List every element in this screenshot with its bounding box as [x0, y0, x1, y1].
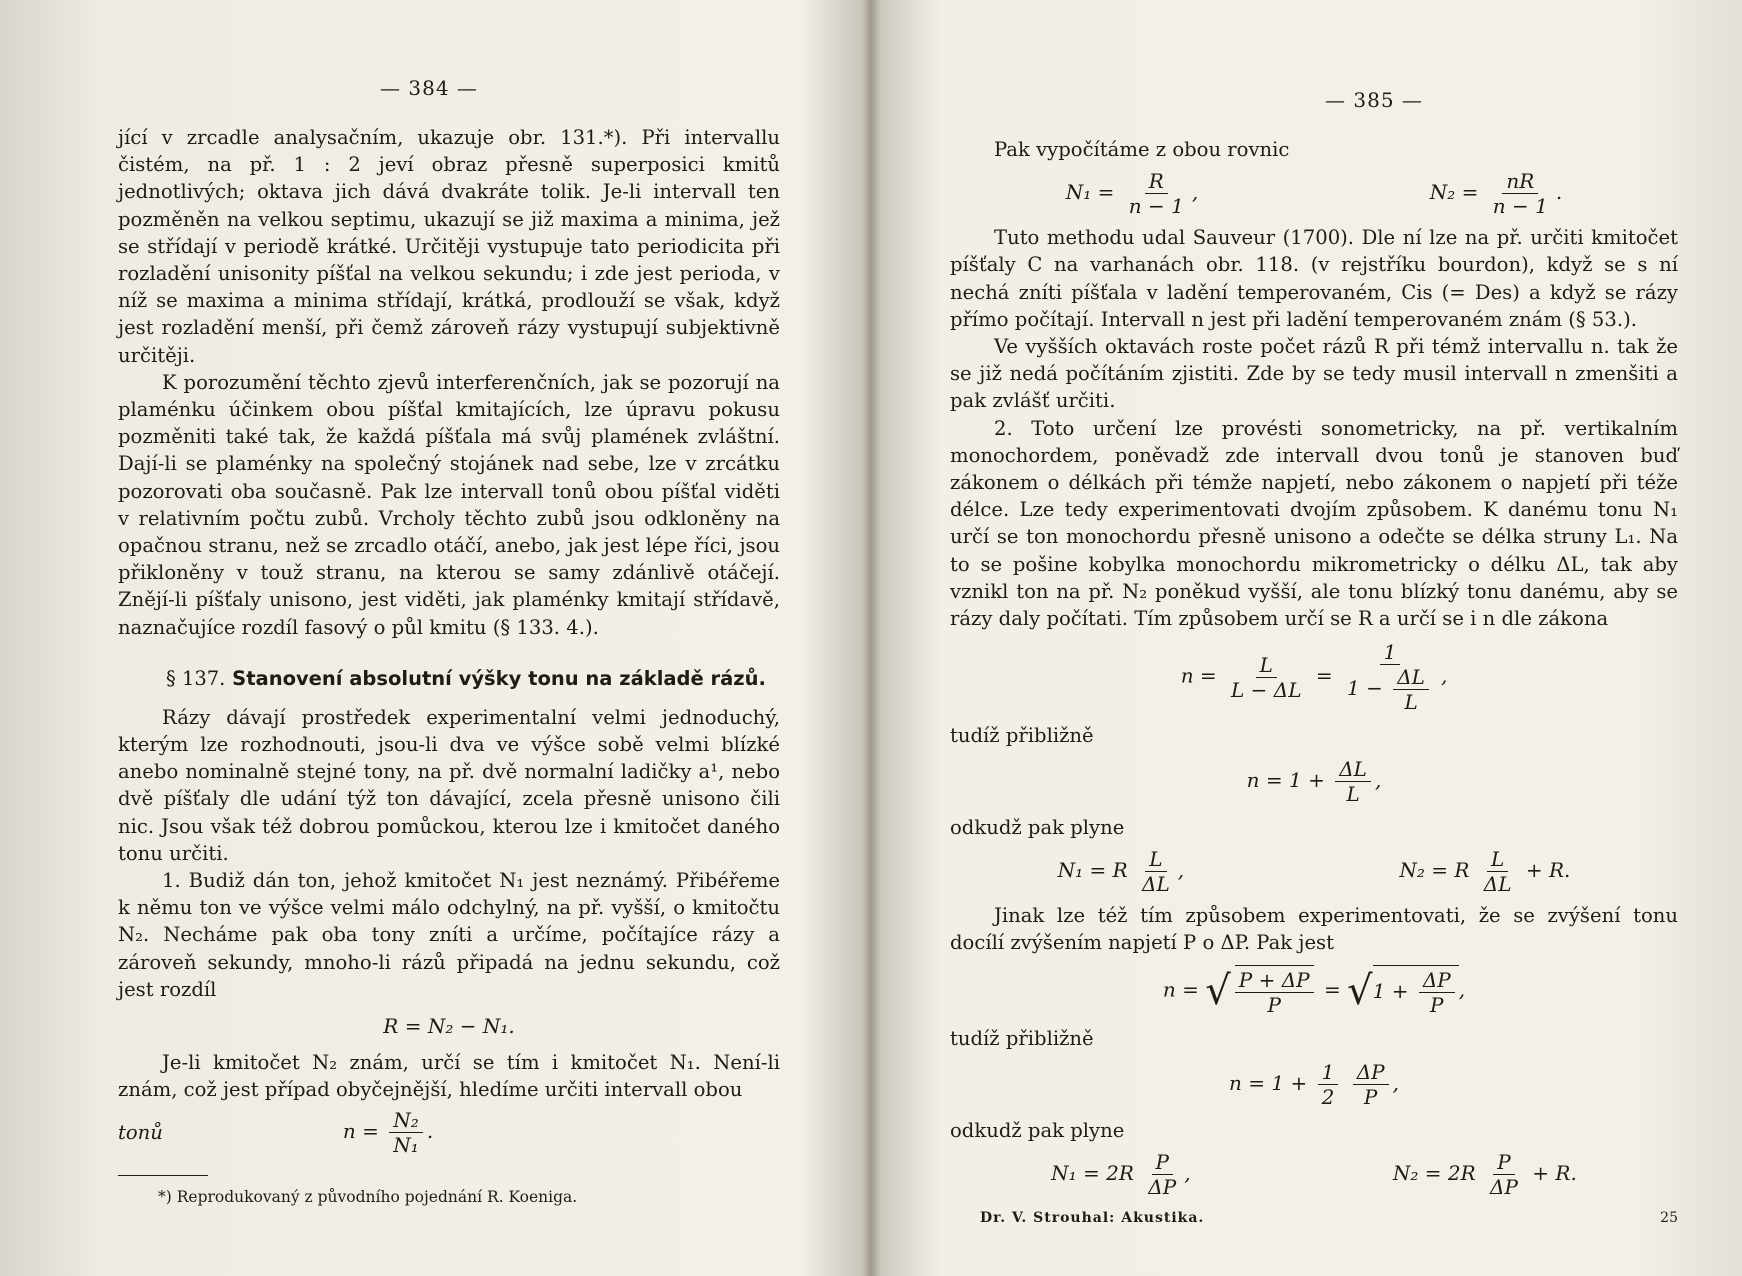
eqE-lhs: n = — [1162, 977, 1199, 1002]
eqE-rad2-den: P — [1430, 992, 1444, 1017]
eqG-frac2 — [1486, 1150, 1522, 1199]
eqD-frac1 — [1138, 847, 1174, 896]
eqA-sep: , — [1191, 180, 1199, 205]
left-paragraph-2: K porozumění těchto zjevů interferenčních, jak se pozorují na plaménku účinkem obou píšťal kmitajících, lze úpravu pokusu pozměniti také tak, že každá píšťala má svůj plamének zvláštní. Dají-li se plaménky na společný stojánek nad sebe, lze v zrcátku pozorovati oba současně. Pak lze intervall tonů obou píšťal viděti v relativním počtu zubů. Vrcholy těchto zubů jsou odkloněny na opačnou stranu, než se zrcadlo otáčí, anebo, jak jest lépe říci, jsou přikloněny v touž stranu, na kterou se samy zdánlivě otáčejí. Znějí-li píšťaly unisono, jest viděti, jak plaménky kmitají střídavě, naznačujíce rozdíl fasový o půl kmitu (§ 133. 4.). — [118, 370, 780, 639]
right-paragraph-1: Tuto methodu udal Sauveur (1700). Dle ní lze na př. určiti kmitočet píšťaly C na varhanách obr. 118. (v rejstříku bourdon), když se s ní nechá zníti píšťala v ladění temperovaném, Cis (= Des) a když se rázy přímo počítají. Intervall n jest při ladění temperovaném znám (§ 53.). — [950, 226, 1678, 331]
eqF-den1: 2 — [1321, 1084, 1335, 1109]
eqE-mid: = — [1323, 977, 1341, 1002]
eqB-den2-frac — [1393, 665, 1429, 714]
eqB-mid: = — [1315, 663, 1333, 688]
eqC-end: , — [1374, 768, 1382, 793]
eqF-num1: 1 — [1318, 1060, 1339, 1085]
footnote: *) Reprodukovaný z původního pojednání R. Koeniga. — [158, 1187, 578, 1206]
eqD-tail2: + R. — [1525, 858, 1571, 883]
eqB-den1: L − ΔL — [1231, 677, 1302, 702]
eqA-part2 — [1430, 169, 1562, 218]
equation-tension-law — [950, 965, 1678, 1017]
eq2-denominator: N₁ — [393, 1132, 419, 1157]
eqA-part1 — [1066, 169, 1198, 218]
eqD-num1: L — [1145, 847, 1166, 872]
signature-mark: Dr. V. Strouhal: Akustika. — [980, 1210, 1205, 1226]
eqG-num1: P — [1152, 1150, 1173, 1175]
eqE-sqrt2-body — [1373, 965, 1459, 1017]
eqB-end: , — [1440, 663, 1448, 688]
label-follows-1: odkudž pak plyne — [950, 816, 1125, 840]
equation-frequencies-tension — [950, 1150, 1678, 1199]
equation-frequencies-length — [950, 847, 1678, 896]
label-approx-1: tudíž přibližně — [950, 724, 1094, 748]
label-approx-2: tudíž přibližně — [950, 1026, 1094, 1050]
eqG-part1 — [1051, 1150, 1190, 1199]
eqF-num2: ΔP — [1353, 1060, 1389, 1085]
eqE-sqrt1 — [1205, 965, 1317, 1017]
eqD-lhs2: N₂ = R — [1399, 858, 1470, 883]
sqrt-icon: √ — [1205, 967, 1231, 1014]
eqC-den: L — [1346, 782, 1360, 807]
eqD-num2: L — [1487, 847, 1508, 872]
eqE-sqrt1-frac — [1235, 965, 1314, 1017]
section-heading — [166, 667, 780, 690]
sqrt-icon: √ — [1347, 967, 1373, 1014]
left-page — [0, 0, 860, 1276]
eqA-lhs2: N₂ = — [1429, 180, 1479, 205]
footnote-rule — [118, 1175, 208, 1176]
eqA-den1: n − 1 — [1128, 194, 1184, 219]
eqG-den1: ΔP — [1148, 1174, 1177, 1199]
label-follows-2: odkudž pak plyne — [950, 1118, 1125, 1142]
eqG-sep: , — [1184, 1160, 1191, 1185]
eqD-part2 — [1399, 847, 1570, 896]
eqG-part2 — [1393, 1150, 1577, 1199]
eqD-sep: , — [1177, 858, 1185, 883]
eqC-frac — [1335, 757, 1371, 806]
eqF-frac2 — [1353, 1060, 1389, 1109]
eqG-den2: ΔP — [1490, 1174, 1518, 1199]
right-paragraph-4: Jinak lze též tím způsobem experimentovati, že se zvýšení tonu docílí zvýšením napjetí P o ΔP. Pak jest — [950, 904, 1678, 955]
interval-equation-line — [118, 1108, 780, 1157]
section-paragraph-1: Rázy dávají prostředek experimentalní velmi jednoduchý, kterým lze rozhodnouti, jsou-li dva ve výšce sobě velmi blízké anebo nominalně stejné tony, na př. dvě normalní ladičky a¹, nebo dvě píšťaly dle udání týž ton dávající, zcela přesně unisono čili nic. Jsou však též dobrou pomůckou, kterou lze i kmitočet daného tonu určiti. — [118, 705, 780, 865]
eqG-lhs1: N₁ = 2R — [1051, 1160, 1134, 1185]
eqE-rad1-num: P + ΔP — [1235, 968, 1314, 993]
eqD-den2: ΔL — [1483, 872, 1512, 897]
eqG-tail2: + R. — [1532, 1160, 1577, 1185]
equation-beat-rate: R = N₂ − N₁. — [383, 1014, 515, 1039]
eqA-frac1 — [1125, 169, 1188, 218]
section-paragraph-2: 1. Budiž dán ton, jehož kmitočet N₁ jest neznámý. Přibéřeme k němu ton ve výšce velmi málo odchylný, na př. vyšší, o kmitočtu N₂. Necháme pak oba tony zníti a určíme, počítajíce rázy a zároveň sekundy, mnoho-li rázů připadá na jednu sekundu, což jest rozdíl — [118, 869, 780, 1001]
eqB-den2 — [1343, 665, 1437, 714]
right-intro: Pak vypočítáme z obou rovnic — [994, 138, 1290, 161]
eqA-lhs1: N₁ = — [1065, 180, 1115, 205]
section-paragraph-3: Je-li kmitočet N₂ znám, určí se tím i kmitočet N₁. Není-li znám, což jest případ obyčejnější, hledíme určiti intervall obou — [118, 1051, 780, 1102]
right-page-footer — [950, 1210, 1678, 1226]
eqC-lhs: n = 1 + — [1246, 768, 1325, 793]
eqB-num2: 1 — [1380, 640, 1401, 665]
eqF-end: , — [1392, 1070, 1399, 1095]
eqC-num: ΔL — [1335, 757, 1371, 782]
eqG-frac1 — [1144, 1150, 1180, 1199]
eqE-rad1-den: P — [1267, 992, 1281, 1017]
equation-approx-length — [950, 757, 1678, 806]
eqA-frac2 — [1489, 169, 1552, 218]
eqE-sqrt2 — [1347, 965, 1459, 1017]
eqE-end: , — [1458, 977, 1466, 1002]
eqE-rad2-num: ΔP — [1419, 968, 1455, 993]
eqB-lhs: n = — [1180, 663, 1217, 688]
left-paragraph-1: jící v zrcadle analysačním, ukazuje obr. 131.*). Při intervallu čistém, na př. 1 : 2 jeví obraz přesně superposici kmitů jednotlivých; oktava jich dává dvakráte tolik. Je-li intervall ten pozměněn na velkou septimu, ukazují se již maxima a minima, jež se střídají v periodě krátké. Určitěji vystupuje tato periodicita při rozladění unisonity píšťal na velkou sekundu; i zde jest perioda, v níž se maxima a minima střídají, krátká, prodlouží se však, když jest rozladění menší, při čemž zároveň rázy vystupují subjektivně určitěji. — [118, 126, 780, 367]
section-symbol: § 137. — [166, 666, 226, 690]
eqA-num2: nR — [1502, 169, 1538, 194]
eqB-frac2 — [1343, 640, 1437, 714]
eqB-num1: L — [1256, 653, 1277, 678]
eqB-frac1 — [1227, 653, 1305, 702]
eqA-end: . — [1555, 180, 1563, 205]
eqB-den2-num: ΔL — [1393, 665, 1429, 690]
sheet-number: 25 — [1660, 1210, 1678, 1226]
section-title: Stanovení absolutní výšky tonu na základě rázů. — [232, 666, 766, 690]
eq2-fraction — [389, 1108, 423, 1157]
equation-sauveur — [950, 169, 1678, 218]
right-page — [882, 0, 1742, 1276]
eqB-den2-den: L — [1404, 690, 1418, 715]
eq2-lhs: n = — [342, 1118, 379, 1143]
eqD-lhs1: N₁ = R — [1057, 858, 1128, 883]
eqF-den2: P — [1363, 1084, 1378, 1109]
right-running-head: — 385 — — [1325, 88, 1423, 112]
equation-interval — [343, 1108, 433, 1157]
eqB-den2-a: 1 − — [1347, 676, 1383, 701]
eq2-numerator: N₂ — [389, 1108, 423, 1133]
eqG-lhs2: N₂ = 2R — [1392, 1160, 1476, 1185]
eqA-num1: R — [1145, 169, 1168, 194]
equation-approx-tension — [950, 1060, 1678, 1109]
left-running-head: — 384 — — [380, 76, 478, 100]
eqF-frac1 — [1318, 1060, 1339, 1109]
right-paragraph-3: 2. Toto určení lze provésti sonometricky, na př. vertikalním monochordem, poněvadž zde intervall dvou tonů je stanoven buď zákonem o délkách při témže napjetí, nebo zákonem o napjetí při téže délce. Lze tedy experimentovati dvojím způsobem. K danému tonu N₁ určí se ton monochordu přesně unisono a odečte se délka struny L₁. Na to se pošine kobylka monochordu mikrometricky o délku ΔL, tak aby vznikl ton na př. N₂ poněkud vyšší, ale tonu blízký tonu danému, aby se rázy daly počítati. Tím způsobem určí se R a určí se i n dle zákona — [950, 416, 1678, 631]
eqD-den1: ΔL — [1142, 872, 1170, 897]
eqE-rad2-a: 1 + — [1372, 978, 1409, 1003]
eqA-den2: n − 1 — [1492, 194, 1548, 219]
right-paragraph-2: Ve vyšších oktavách roste počet rázů R při témž intervallu n. tak že se již nedá počítáním zjistiti. Zde by se tedy musil intervall n zmenšiti a pak zvlášť určiti. — [950, 335, 1678, 413]
eqF-lhs: n = 1 + — [1229, 1070, 1308, 1095]
eqD-part1 — [1058, 847, 1185, 896]
equation-length-law — [950, 640, 1678, 714]
eqD-frac2 — [1480, 847, 1516, 896]
eqG-num2: P — [1493, 1150, 1514, 1175]
eqE-rad2-frac — [1419, 968, 1455, 1017]
tonu-word: tonů — [118, 1120, 163, 1144]
eq2-tail: . — [426, 1118, 434, 1143]
